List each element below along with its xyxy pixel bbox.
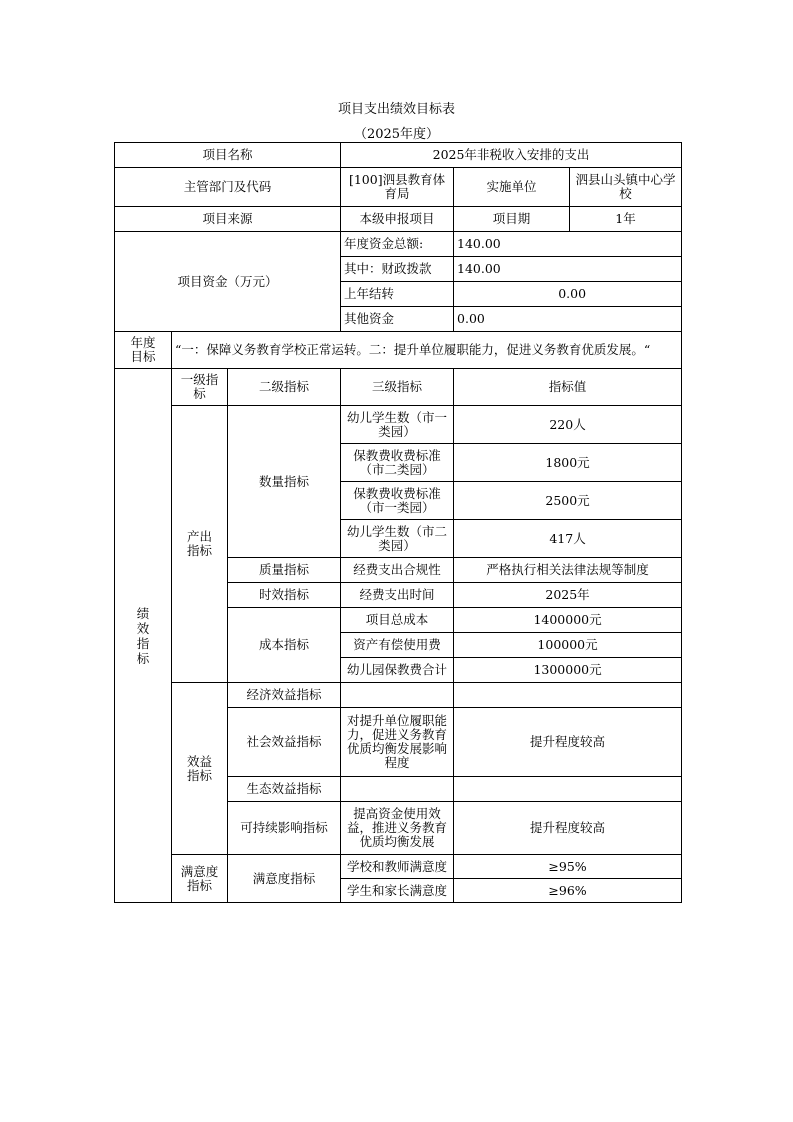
ecological-value [454,777,682,802]
cost-label: 成本指标 [228,608,341,683]
social-value: 提升程度较高 [454,708,682,777]
cost-item-value: 1400000元 [454,608,682,633]
satisfaction-item-value: ≥95% [454,855,682,879]
ecological-name [341,777,454,802]
funds-total-label: 年度资金总额: [341,232,454,257]
col-level2: 二级指标 [228,369,341,406]
source-label: 项目来源 [115,207,341,232]
quality-value: 严格执行相关法律法规等制度 [454,558,682,583]
source-value: 本级申报项目 [341,207,454,232]
page-subtitle: （2025年度） [353,127,440,142]
sustainable-value: 提升程度较高 [454,802,682,855]
cost-item-value: 1300000元 [454,658,682,683]
quantity-item-value: 2500元 [454,482,682,520]
output-label: 产出指标 [172,406,228,683]
quantity-item-name: 保教费收费标准（市二类园） [341,444,454,482]
page-title: 项目支出绩效目标表 [337,102,455,117]
dept-value: [100]泗县教育体育局 [341,168,454,207]
quantity-label: 数量指标 [228,406,341,558]
funds-carryover-value: 0.00 [454,282,682,307]
sustainable-label: 可持续影响指标 [228,802,341,855]
satisfaction-sub-label: 满意度指标 [228,855,341,903]
funds-total-value: 140.00 [454,232,682,257]
impl-value: 泗县山头镇中心学校 [570,168,682,207]
project-name-value: 2025年非税收入安排的支出 [341,143,682,168]
funds-fiscal-value: 140.00 [454,257,682,282]
quantity-item-name: 保教费收费标准（市一类园） [341,482,454,520]
quantity-item-name: 幼儿学生数（市一类园） [341,406,454,444]
period-label: 项目期 [454,207,570,232]
economic-label: 经济效益指标 [228,683,341,708]
funds-fiscal-label: 其中：财政拨款 [341,257,454,282]
quantity-item-value: 417人 [454,520,682,558]
annual-goal-label: 年度目标 [115,332,172,369]
col-value: 指标值 [454,369,682,406]
indicators-label: 绩效指标 [115,369,172,903]
cost-item-name: 项目总成本 [341,608,454,633]
period-value: 1年 [570,207,682,232]
timeliness-label: 时效指标 [228,583,341,608]
cost-item-name: 资产有偿使用费 [341,633,454,658]
ecological-label: 生态效益指标 [228,777,341,802]
timeliness-name: 经费支出时间 [341,583,454,608]
quantity-item-name: 幼儿学生数（市二类园） [341,520,454,558]
benefit-label: 效益指标 [172,683,228,855]
satisfaction-item-value: ≥96% [454,879,682,903]
satisfaction-item-name: 学校和教师满意度 [341,855,454,879]
cost-item-value: 100000元 [454,633,682,658]
col-level1: 一级指标 [172,369,228,406]
quantity-item-value: 220人 [454,406,682,444]
funds-label: 项目资金（万元） [115,232,341,332]
quality-label: 质量指标 [228,558,341,583]
satisfaction-label: 满意度指标 [172,855,228,903]
quantity-item-value: 1800元 [454,444,682,482]
social-label: 社会效益指标 [228,708,341,777]
cost-item-name: 幼儿园保教费合计 [341,658,454,683]
project-name-label: 项目名称 [115,143,341,168]
annual-goal-text: “一：保障义务教育学校正常运转。二：提升单位履职能力，促进义务教育优质发展。“ [172,332,682,369]
quality-name: 经费支出合规性 [341,558,454,583]
satisfaction-item-name: 学生和家长满意度 [341,879,454,903]
performance-table [114,142,682,903]
dept-label: 主管部门及代码 [115,168,341,207]
social-name: 对提升单位履职能力，促进义务教育优质均衡发展影响程度 [341,708,454,777]
impl-label: 实施单位 [454,168,570,207]
funds-other-label: 其他资金 [341,307,454,332]
funds-other-value: 0.00 [454,307,682,332]
economic-value [454,683,682,708]
col-level3: 三级指标 [341,369,454,406]
economic-name [341,683,454,708]
sustainable-name: 提高资金使用效益，推进义务教育优质均衡发展 [341,802,454,855]
timeliness-value: 2025年 [454,583,682,608]
funds-carryover-label: 上年结转 [341,282,454,307]
